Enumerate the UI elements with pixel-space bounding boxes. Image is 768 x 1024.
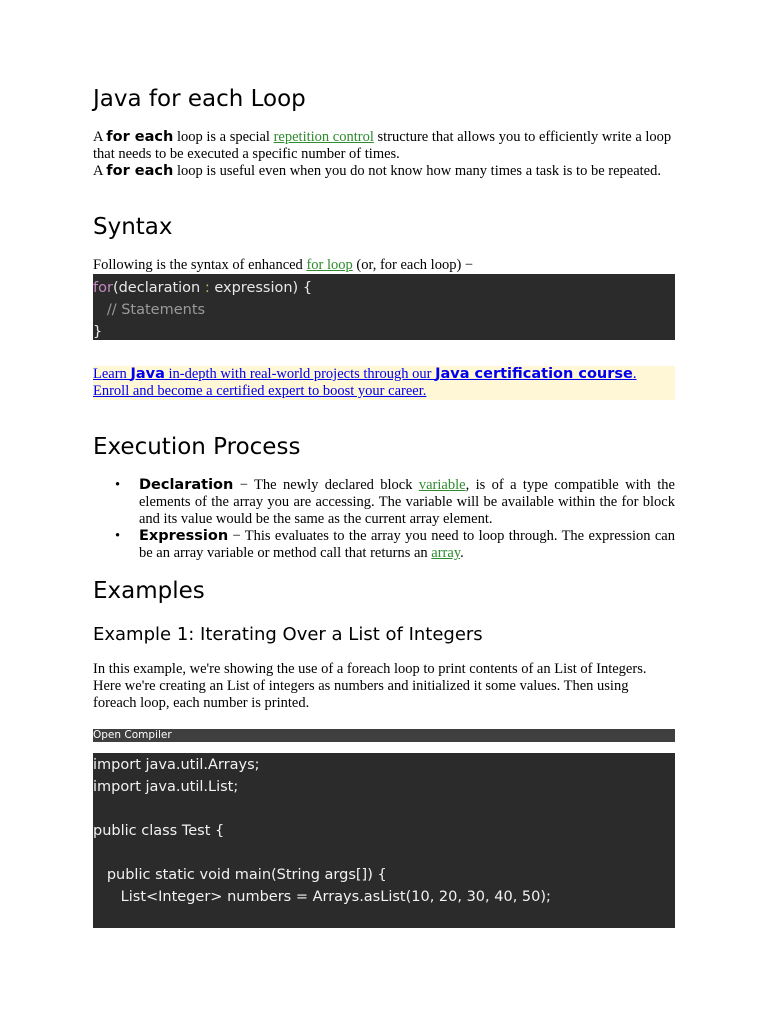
code-text: (declaration xyxy=(112,280,205,296)
code-line: public static void main(String args[]) { xyxy=(93,867,387,883)
variable-link[interactable]: variable xyxy=(418,477,466,493)
open-compiler-button[interactable]: Open Compiler xyxy=(93,729,172,741)
code-line: import java.util.List; xyxy=(93,779,239,795)
code-line: public class Test { xyxy=(93,823,225,839)
text: loop is a special xyxy=(173,129,274,145)
intro-paragraph xyxy=(93,129,675,180)
text: A xyxy=(93,163,107,179)
text: in-depth with real-world projects through our xyxy=(164,366,436,382)
code-colon: : xyxy=(204,280,210,296)
text: − This evaluates to the array you need to loop through. The expression can be an array variable or method call that returns an xyxy=(139,528,675,561)
open-compiler-bar[interactable] xyxy=(93,729,675,742)
examples-heading: Examples xyxy=(93,578,205,604)
code-line xyxy=(93,842,675,864)
text: . Enroll and become a certified expert to boost your career. xyxy=(93,366,637,399)
code-line: } xyxy=(93,324,103,340)
term: Declaration xyxy=(139,477,234,493)
bold-term: for each xyxy=(106,129,174,145)
code-comment-line: // Statements xyxy=(93,302,206,318)
intro-sentence-2 xyxy=(93,163,675,180)
list-item xyxy=(93,477,675,528)
text: Following is the syntax of enhanced xyxy=(93,257,307,273)
code-line xyxy=(93,277,675,299)
keyword: for xyxy=(93,280,113,296)
example-1-text: In this example, we're showing the use of a foreach loop to print contents of an List of Integers. Here we're creating an List of integers as numbers and initialized it some values. Then using foreach loop, each number is printed. xyxy=(93,661,647,711)
certification-course-link[interactable] xyxy=(93,366,637,399)
syntax-code-block xyxy=(93,274,675,340)
bold-term: for each xyxy=(106,163,174,179)
text: − The newly declared block xyxy=(233,477,419,493)
page-title: Java for each Loop xyxy=(93,86,306,112)
intro-sentence-1 xyxy=(93,129,675,163)
array-link[interactable]: array xyxy=(431,545,461,561)
code-line: List<Integer> numbers = Arrays.asList(10, 20, 30, 40, 50); xyxy=(93,889,551,905)
example-code-block xyxy=(93,753,675,928)
bold-text: Java certification course xyxy=(435,366,633,382)
promo-banner xyxy=(93,366,675,400)
text: loop is useful even when you do not know how many times a task is to be repeated. xyxy=(173,163,661,179)
syntax-heading: Syntax xyxy=(93,214,173,240)
execution-list xyxy=(93,477,675,562)
text: structure that allows you to efficiently write a loop that needs to be executed a specific number of times. xyxy=(93,129,672,162)
text: A xyxy=(93,129,107,145)
code-line xyxy=(93,798,675,820)
term: Expression xyxy=(139,528,229,544)
code-line: import java.util.Arrays; xyxy=(93,757,260,773)
example-1-heading: Example 1: Iterating Over a List of Integers xyxy=(93,624,483,645)
text: (or, for each loop) − xyxy=(352,257,474,273)
repetition-control-link[interactable]: repetition control xyxy=(273,129,374,145)
execution-heading: Execution Process xyxy=(93,434,301,460)
bullet-icon: • xyxy=(115,477,121,493)
text: , is of a type compatible with the elements of the array you are accessing. The variable will be available within the for block and its value would be the same as the current array element. xyxy=(139,477,675,527)
text: . xyxy=(460,545,464,561)
bullet-icon: • xyxy=(115,528,121,544)
list-item xyxy=(93,528,675,562)
for-loop-link[interactable]: for loop xyxy=(306,257,353,273)
syntax-lead xyxy=(93,257,675,274)
bold-text: Java xyxy=(130,366,165,382)
text: Learn xyxy=(93,366,131,382)
code-text: expression) { xyxy=(209,280,313,296)
